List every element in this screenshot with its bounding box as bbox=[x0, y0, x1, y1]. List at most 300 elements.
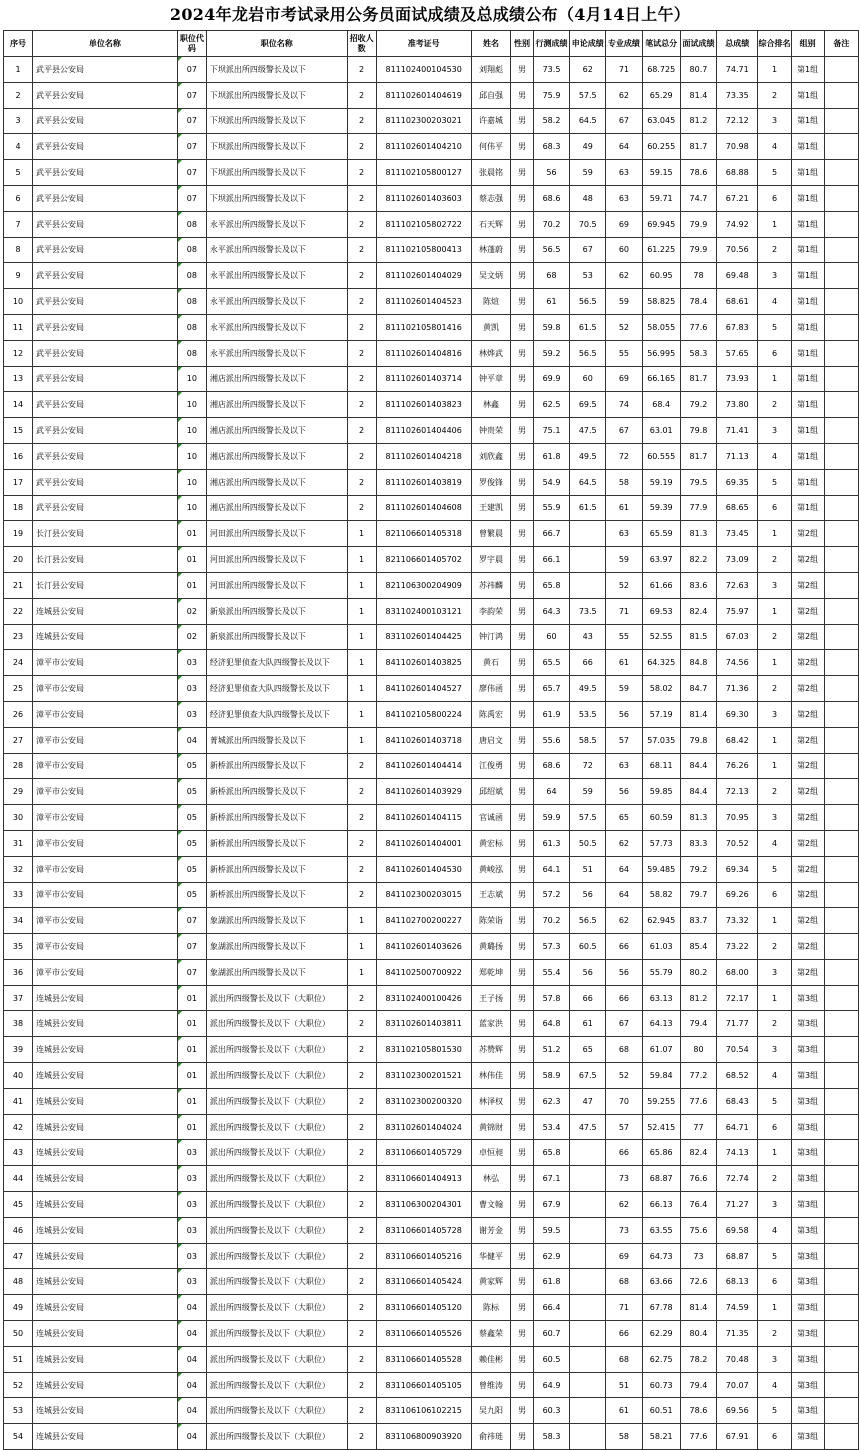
header-cell: 行测成绩 bbox=[533, 31, 569, 57]
exam-id-cell: 841102601404530 bbox=[376, 856, 471, 882]
position-name-cell: 新桥派出所四级警长及以下 bbox=[206, 779, 347, 805]
xingce-score-cell: 53.4 bbox=[533, 1114, 569, 1140]
shenlun-score-cell: 61.5 bbox=[570, 314, 606, 340]
shenlun-score-cell: 67 bbox=[570, 237, 606, 263]
shenlun-score-cell bbox=[570, 1372, 606, 1398]
group-cell: 第1组 bbox=[791, 392, 824, 418]
candidate-name-cell: 黄峻泓 bbox=[471, 856, 510, 882]
group-cell: 第3组 bbox=[791, 1011, 824, 1037]
written-total-cell: 68.4 bbox=[642, 392, 680, 418]
row-index-cell: 49 bbox=[4, 1295, 33, 1321]
written-total-cell: 59.255 bbox=[642, 1088, 680, 1114]
shenlun-score-cell: 56.5 bbox=[570, 340, 606, 366]
overall-rank-cell: 4 bbox=[758, 443, 791, 469]
position-code-cell: 05 bbox=[177, 753, 206, 779]
interview-score-cell: 84.4 bbox=[680, 753, 716, 779]
unit-name-cell: 漳平市公安局 bbox=[32, 959, 177, 985]
remark-cell bbox=[824, 1243, 858, 1269]
gender-cell: 男 bbox=[511, 1424, 534, 1450]
position-code-cell: 05 bbox=[177, 830, 206, 856]
total-score-cell: 75.97 bbox=[717, 598, 758, 624]
unit-name-cell: 武平县公安局 bbox=[32, 366, 177, 392]
table-row bbox=[4, 108, 859, 134]
group-cell: 第1组 bbox=[791, 57, 824, 83]
row-index-cell: 29 bbox=[4, 779, 33, 805]
remark-cell bbox=[824, 908, 858, 934]
gender-cell: 男 bbox=[511, 856, 534, 882]
row-index-cell: 9 bbox=[4, 263, 33, 289]
interview-score-cell: 81.7 bbox=[680, 134, 716, 160]
shenlun-score-cell bbox=[570, 572, 606, 598]
exam-id-cell: 841102601403929 bbox=[376, 779, 471, 805]
hire-count-cell: 2 bbox=[347, 1088, 376, 1114]
hire-count-cell: 2 bbox=[347, 443, 376, 469]
position-name-cell: 派出所四级警长及以下（大职位） bbox=[206, 1269, 347, 1295]
gender-cell: 男 bbox=[511, 624, 534, 650]
overall-rank-cell: 2 bbox=[758, 237, 791, 263]
xingce-score-cell: 62.3 bbox=[533, 1088, 569, 1114]
position-name-cell: 派出所四级警长及以下（大职位） bbox=[206, 1166, 347, 1192]
hire-count-cell: 2 bbox=[347, 1398, 376, 1424]
major-score-cell: 73 bbox=[606, 1166, 642, 1192]
total-score-cell: 57.65 bbox=[717, 340, 758, 366]
total-score-cell: 74.92 bbox=[717, 211, 758, 237]
position-name-cell: 派出所四级警长及以下（大职位） bbox=[206, 1192, 347, 1218]
row-index-cell: 11 bbox=[4, 314, 33, 340]
unit-name-cell: 漳平市公安局 bbox=[32, 805, 177, 831]
xingce-score-cell: 62.5 bbox=[533, 392, 569, 418]
exam-id-cell: 831102601404024 bbox=[376, 1114, 471, 1140]
major-score-cell: 68 bbox=[606, 1269, 642, 1295]
total-score-cell: 68.88 bbox=[717, 160, 758, 186]
header-cell: 序号 bbox=[4, 31, 33, 57]
gender-cell: 男 bbox=[511, 1217, 534, 1243]
overall-rank-cell: 6 bbox=[758, 1114, 791, 1140]
gender-cell: 男 bbox=[511, 185, 534, 211]
hire-count-cell: 2 bbox=[347, 237, 376, 263]
total-score-cell: 68.87 bbox=[717, 1243, 758, 1269]
unit-name-cell: 漳平市公安局 bbox=[32, 727, 177, 753]
candidate-name-cell: 吴文炳 bbox=[471, 263, 510, 289]
major-score-cell: 52 bbox=[606, 314, 642, 340]
remark-cell bbox=[824, 1011, 858, 1037]
hire-count-cell: 2 bbox=[347, 418, 376, 444]
position-name-cell: 新桥派出所四级警长及以下 bbox=[206, 882, 347, 908]
position-name-cell: 派出所四级警长及以下（大职位） bbox=[206, 1063, 347, 1089]
xingce-score-cell: 64 bbox=[533, 779, 569, 805]
exam-id-cell: 811102601404210 bbox=[376, 134, 471, 160]
interview-score-cell: 80 bbox=[680, 1037, 716, 1063]
major-score-cell: 69 bbox=[606, 366, 642, 392]
exam-id-cell: 831102601404425 bbox=[376, 624, 471, 650]
candidate-name-cell: 江俊勇 bbox=[471, 753, 510, 779]
position-name-cell: 河田派出所四级警长及以下 bbox=[206, 547, 347, 573]
position-code-cell: 04 bbox=[177, 727, 206, 753]
header-cell: 总成绩 bbox=[717, 31, 758, 57]
remark-cell bbox=[824, 753, 858, 779]
overall-rank-cell: 6 bbox=[758, 882, 791, 908]
unit-name-cell: 连城县公安局 bbox=[32, 1037, 177, 1063]
hire-count-cell: 2 bbox=[347, 392, 376, 418]
major-score-cell: 61 bbox=[606, 650, 642, 676]
written-total-cell: 56.995 bbox=[642, 340, 680, 366]
position-code-cell: 07 bbox=[177, 108, 206, 134]
shenlun-score-cell: 51 bbox=[570, 856, 606, 882]
position-name-cell: 永平派出所四级警长及以下 bbox=[206, 314, 347, 340]
exam-id-cell: 831102105801530 bbox=[376, 1037, 471, 1063]
group-cell: 第2组 bbox=[791, 676, 824, 702]
major-score-cell: 70 bbox=[606, 1088, 642, 1114]
written-total-cell: 58.825 bbox=[642, 289, 680, 315]
row-index-cell: 1 bbox=[4, 57, 33, 83]
remark-cell bbox=[824, 1192, 858, 1218]
position-name-cell: 新桥派出所四级警长及以下 bbox=[206, 856, 347, 882]
remark-cell bbox=[824, 547, 858, 573]
gender-cell: 男 bbox=[511, 572, 534, 598]
exam-id-cell: 831106601405424 bbox=[376, 1269, 471, 1295]
exam-id-cell: 831102400103121 bbox=[376, 598, 471, 624]
xingce-score-cell: 65.5 bbox=[533, 650, 569, 676]
total-score-cell: 72.63 bbox=[717, 572, 758, 598]
shenlun-score-cell: 59 bbox=[570, 779, 606, 805]
written-total-cell: 68.11 bbox=[642, 753, 680, 779]
total-score-cell: 73.09 bbox=[717, 547, 758, 573]
position-code-cell: 01 bbox=[177, 521, 206, 547]
written-total-cell: 58.02 bbox=[642, 676, 680, 702]
remark-cell bbox=[824, 134, 858, 160]
total-score-cell: 64.71 bbox=[717, 1114, 758, 1140]
written-total-cell: 58.055 bbox=[642, 314, 680, 340]
overall-rank-cell: 3 bbox=[758, 263, 791, 289]
group-cell: 第2组 bbox=[791, 598, 824, 624]
group-cell: 第3组 bbox=[791, 1398, 824, 1424]
interview-score-cell: 79.8 bbox=[680, 727, 716, 753]
total-score-cell: 74.56 bbox=[717, 650, 758, 676]
total-score-cell: 70.07 bbox=[717, 1372, 758, 1398]
shenlun-score-cell: 69.5 bbox=[570, 392, 606, 418]
position-name-cell: 派出所四级警长及以下（大职位） bbox=[206, 1114, 347, 1140]
total-score-cell: 69.48 bbox=[717, 263, 758, 289]
remark-cell bbox=[824, 314, 858, 340]
total-score-cell: 68.52 bbox=[717, 1063, 758, 1089]
shenlun-score-cell: 61.5 bbox=[570, 495, 606, 521]
interview-score-cell: 79.4 bbox=[680, 1372, 716, 1398]
table-row bbox=[4, 1346, 859, 1372]
remark-cell bbox=[824, 495, 858, 521]
group-cell: 第3组 bbox=[791, 1114, 824, 1140]
candidate-name-cell: 黄宏标 bbox=[471, 830, 510, 856]
exam-id-cell: 811102601404406 bbox=[376, 418, 471, 444]
written-total-cell: 60.73 bbox=[642, 1372, 680, 1398]
major-score-cell: 69 bbox=[606, 1243, 642, 1269]
hire-count-cell: 2 bbox=[347, 108, 376, 134]
candidate-name-cell: 黄璐扬 bbox=[471, 934, 510, 960]
shenlun-score-cell: 56 bbox=[570, 959, 606, 985]
gender-cell: 男 bbox=[511, 805, 534, 831]
written-total-cell: 64.73 bbox=[642, 1243, 680, 1269]
overall-rank-cell: 5 bbox=[758, 1088, 791, 1114]
unit-name-cell: 武平县公安局 bbox=[32, 392, 177, 418]
table-body bbox=[4, 57, 859, 1450]
row-index-cell: 4 bbox=[4, 134, 33, 160]
xingce-score-cell: 66.7 bbox=[533, 521, 569, 547]
major-score-cell: 68 bbox=[606, 1346, 642, 1372]
interview-score-cell: 58.3 bbox=[680, 340, 716, 366]
unit-name-cell: 武平县公安局 bbox=[32, 160, 177, 186]
gender-cell: 男 bbox=[511, 237, 534, 263]
group-cell: 第2组 bbox=[791, 650, 824, 676]
interview-score-cell: 81.2 bbox=[680, 985, 716, 1011]
candidate-name-cell: 张晨铭 bbox=[471, 160, 510, 186]
major-score-cell: 56 bbox=[606, 701, 642, 727]
interview-score-cell: 78 bbox=[680, 263, 716, 289]
candidate-name-cell: 曾维涛 bbox=[471, 1372, 510, 1398]
row-index-cell: 23 bbox=[4, 624, 33, 650]
written-total-cell: 65.29 bbox=[642, 82, 680, 108]
total-score-cell: 68.13 bbox=[717, 1269, 758, 1295]
hire-count-cell: 2 bbox=[347, 985, 376, 1011]
shenlun-score-cell: 43 bbox=[570, 624, 606, 650]
major-score-cell: 68 bbox=[606, 1037, 642, 1063]
remark-cell bbox=[824, 727, 858, 753]
header-cell: 组别 bbox=[791, 31, 824, 57]
exam-id-cell: 831106106102215 bbox=[376, 1398, 471, 1424]
gender-cell: 男 bbox=[511, 418, 534, 444]
position-code-cell: 07 bbox=[177, 82, 206, 108]
row-index-cell: 16 bbox=[4, 443, 33, 469]
total-score-cell: 74.13 bbox=[717, 1140, 758, 1166]
remark-cell bbox=[824, 1217, 858, 1243]
position-code-cell: 03 bbox=[177, 1217, 206, 1243]
interview-score-cell: 81.3 bbox=[680, 805, 716, 831]
unit-name-cell: 连城县公安局 bbox=[32, 1295, 177, 1321]
hire-count-cell: 2 bbox=[347, 753, 376, 779]
position-code-cell: 07 bbox=[177, 934, 206, 960]
unit-name-cell: 武平县公安局 bbox=[32, 237, 177, 263]
position-name-cell: 下坝派出所四级警长及以下 bbox=[206, 82, 347, 108]
xingce-score-cell: 58.9 bbox=[533, 1063, 569, 1089]
written-total-cell: 67.78 bbox=[642, 1295, 680, 1321]
overall-rank-cell: 3 bbox=[758, 108, 791, 134]
group-cell: 第1组 bbox=[791, 108, 824, 134]
position-name-cell: 经济犯罪侦查大队四级警长及以下 bbox=[206, 676, 347, 702]
gender-cell: 男 bbox=[511, 830, 534, 856]
written-total-cell: 68.725 bbox=[642, 57, 680, 83]
overall-rank-cell: 1 bbox=[758, 727, 791, 753]
table-row bbox=[4, 727, 859, 753]
position-name-cell: 派出所四级警长及以下（大职位） bbox=[206, 1424, 347, 1450]
group-cell: 第1组 bbox=[791, 237, 824, 263]
major-score-cell: 62 bbox=[606, 1192, 642, 1218]
position-name-cell: 下坝派出所四级警长及以下 bbox=[206, 57, 347, 83]
xingce-score-cell: 66.1 bbox=[533, 547, 569, 573]
position-name-cell: 新桥派出所四级警长及以下 bbox=[206, 805, 347, 831]
gender-cell: 男 bbox=[511, 1295, 534, 1321]
unit-name-cell: 武平县公安局 bbox=[32, 211, 177, 237]
shenlun-score-cell: 67.5 bbox=[570, 1063, 606, 1089]
row-index-cell: 5 bbox=[4, 160, 33, 186]
table-row bbox=[4, 779, 859, 805]
shenlun-score-cell: 66 bbox=[570, 985, 606, 1011]
hire-count-cell: 2 bbox=[347, 495, 376, 521]
position-code-cell: 01 bbox=[177, 1037, 206, 1063]
header-row bbox=[4, 31, 859, 57]
gender-cell: 男 bbox=[511, 1063, 534, 1089]
xingce-score-cell: 58.2 bbox=[533, 108, 569, 134]
shenlun-score-cell: 57.5 bbox=[570, 805, 606, 831]
position-code-cell: 04 bbox=[177, 1346, 206, 1372]
total-score-cell: 70.54 bbox=[717, 1037, 758, 1063]
group-cell: 第1组 bbox=[791, 160, 824, 186]
shenlun-score-cell: 56 bbox=[570, 882, 606, 908]
row-index-cell: 27 bbox=[4, 727, 33, 753]
position-name-cell: 经济犯罪侦查大队四级警长及以下 bbox=[206, 650, 347, 676]
interview-score-cell: 81.7 bbox=[680, 443, 716, 469]
group-cell: 第2组 bbox=[791, 934, 824, 960]
hire-count-cell: 2 bbox=[347, 1295, 376, 1321]
unit-name-cell: 长汀县公安局 bbox=[32, 521, 177, 547]
table-row bbox=[4, 1372, 859, 1398]
table-row bbox=[4, 263, 859, 289]
table-row bbox=[4, 160, 859, 186]
row-index-cell: 18 bbox=[4, 495, 33, 521]
overall-rank-cell: 1 bbox=[758, 211, 791, 237]
table-row bbox=[4, 856, 859, 882]
table-row bbox=[4, 340, 859, 366]
group-cell: 第3组 bbox=[791, 1295, 824, 1321]
table-row bbox=[4, 521, 859, 547]
interview-score-cell: 81.4 bbox=[680, 82, 716, 108]
table-row bbox=[4, 1192, 859, 1218]
total-score-cell: 74.71 bbox=[717, 57, 758, 83]
overall-rank-cell: 4 bbox=[758, 1063, 791, 1089]
total-score-cell: 73.45 bbox=[717, 521, 758, 547]
table-row bbox=[4, 753, 859, 779]
remark-cell bbox=[824, 521, 858, 547]
table-row bbox=[4, 572, 859, 598]
position-name-cell: 永平派出所四级警长及以下 bbox=[206, 211, 347, 237]
row-index-cell: 14 bbox=[4, 392, 33, 418]
gender-cell: 男 bbox=[511, 908, 534, 934]
remark-cell bbox=[824, 211, 858, 237]
xingce-score-cell: 59.9 bbox=[533, 805, 569, 831]
total-score-cell: 71.35 bbox=[717, 1321, 758, 1347]
xingce-score-cell: 61.3 bbox=[533, 830, 569, 856]
exam-id-cell: 831102300201521 bbox=[376, 1063, 471, 1089]
xingce-score-cell: 75.9 bbox=[533, 82, 569, 108]
position-code-cell: 04 bbox=[177, 1321, 206, 1347]
group-cell: 第3组 bbox=[791, 1192, 824, 1218]
major-score-cell: 66 bbox=[606, 1140, 642, 1166]
shenlun-score-cell: 61 bbox=[570, 1011, 606, 1037]
position-name-cell: 象湖派出所四级警长及以下 bbox=[206, 934, 347, 960]
overall-rank-cell: 2 bbox=[758, 1321, 791, 1347]
position-code-cell: 03 bbox=[177, 1243, 206, 1269]
group-cell: 第1组 bbox=[791, 211, 824, 237]
position-code-cell: 04 bbox=[177, 1424, 206, 1450]
total-score-cell: 69.58 bbox=[717, 1217, 758, 1243]
interview-score-cell: 77.9 bbox=[680, 495, 716, 521]
gender-cell: 男 bbox=[511, 211, 534, 237]
overall-rank-cell: 1 bbox=[758, 57, 791, 83]
shenlun-score-cell: 60 bbox=[570, 366, 606, 392]
gender-cell: 男 bbox=[511, 57, 534, 83]
major-score-cell: 69 bbox=[606, 211, 642, 237]
candidate-name-cell: 曾繁晨 bbox=[471, 521, 510, 547]
position-name-cell: 永平派出所四级警长及以下 bbox=[206, 340, 347, 366]
position-name-cell: 新泉派出所四级警长及以下 bbox=[206, 624, 347, 650]
row-index-cell: 2 bbox=[4, 82, 33, 108]
hire-count-cell: 1 bbox=[347, 959, 376, 985]
row-index-cell: 44 bbox=[4, 1166, 33, 1192]
group-cell: 第1组 bbox=[791, 443, 824, 469]
total-score-cell: 67.21 bbox=[717, 185, 758, 211]
hire-count-cell: 1 bbox=[347, 934, 376, 960]
group-cell: 第3组 bbox=[791, 1088, 824, 1114]
table-row bbox=[4, 1217, 859, 1243]
row-index-cell: 39 bbox=[4, 1037, 33, 1063]
position-name-cell: 下坝派出所四级警长及以下 bbox=[206, 108, 347, 134]
position-name-cell: 下坝派出所四级警长及以下 bbox=[206, 160, 347, 186]
hire-count-cell: 2 bbox=[347, 366, 376, 392]
table-row bbox=[4, 211, 859, 237]
group-cell: 第1组 bbox=[791, 366, 824, 392]
position-code-cell: 07 bbox=[177, 959, 206, 985]
interview-score-cell: 81.7 bbox=[680, 366, 716, 392]
table-row bbox=[4, 1269, 859, 1295]
major-score-cell: 56 bbox=[606, 779, 642, 805]
candidate-name-cell: 林蓬蔚 bbox=[471, 237, 510, 263]
total-score-cell: 71.13 bbox=[717, 443, 758, 469]
row-index-cell: 15 bbox=[4, 418, 33, 444]
position-code-cell: 01 bbox=[177, 1063, 206, 1089]
table-row bbox=[4, 469, 859, 495]
shenlun-score-cell bbox=[570, 1398, 606, 1424]
overall-rank-cell: 1 bbox=[758, 908, 791, 934]
row-index-cell: 36 bbox=[4, 959, 33, 985]
shenlun-score-cell: 64.5 bbox=[570, 469, 606, 495]
interview-score-cell: 81.4 bbox=[680, 701, 716, 727]
remark-cell bbox=[824, 237, 858, 263]
xingce-score-cell: 61.8 bbox=[533, 1269, 569, 1295]
table-row bbox=[4, 1295, 859, 1321]
row-index-cell: 50 bbox=[4, 1321, 33, 1347]
exam-id-cell: 811102601403823 bbox=[376, 392, 471, 418]
group-cell: 第2组 bbox=[791, 701, 824, 727]
exam-id-cell: 811102601404029 bbox=[376, 263, 471, 289]
results-table bbox=[3, 30, 859, 1450]
written-total-cell: 60.555 bbox=[642, 443, 680, 469]
shenlun-score-cell: 65 bbox=[570, 1037, 606, 1063]
position-code-cell: 08 bbox=[177, 340, 206, 366]
unit-name-cell: 连城县公安局 bbox=[32, 1166, 177, 1192]
hire-count-cell: 1 bbox=[347, 676, 376, 702]
total-score-cell: 68.43 bbox=[717, 1088, 758, 1114]
position-name-cell: 象湖派出所四级警长及以下 bbox=[206, 959, 347, 985]
unit-name-cell: 漳平市公安局 bbox=[32, 830, 177, 856]
hire-count-cell: 2 bbox=[347, 1063, 376, 1089]
position-name-cell: 下坝派出所四级警长及以下 bbox=[206, 134, 347, 160]
major-score-cell: 67 bbox=[606, 1011, 642, 1037]
remark-cell bbox=[824, 1295, 858, 1321]
written-total-cell: 61.66 bbox=[642, 572, 680, 598]
exam-id-cell: 841102601403626 bbox=[376, 934, 471, 960]
group-cell: 第3组 bbox=[791, 1346, 824, 1372]
written-total-cell: 55.79 bbox=[642, 959, 680, 985]
xingce-score-cell: 61.8 bbox=[533, 443, 569, 469]
unit-name-cell: 武平县公安局 bbox=[32, 185, 177, 211]
row-index-cell: 28 bbox=[4, 753, 33, 779]
